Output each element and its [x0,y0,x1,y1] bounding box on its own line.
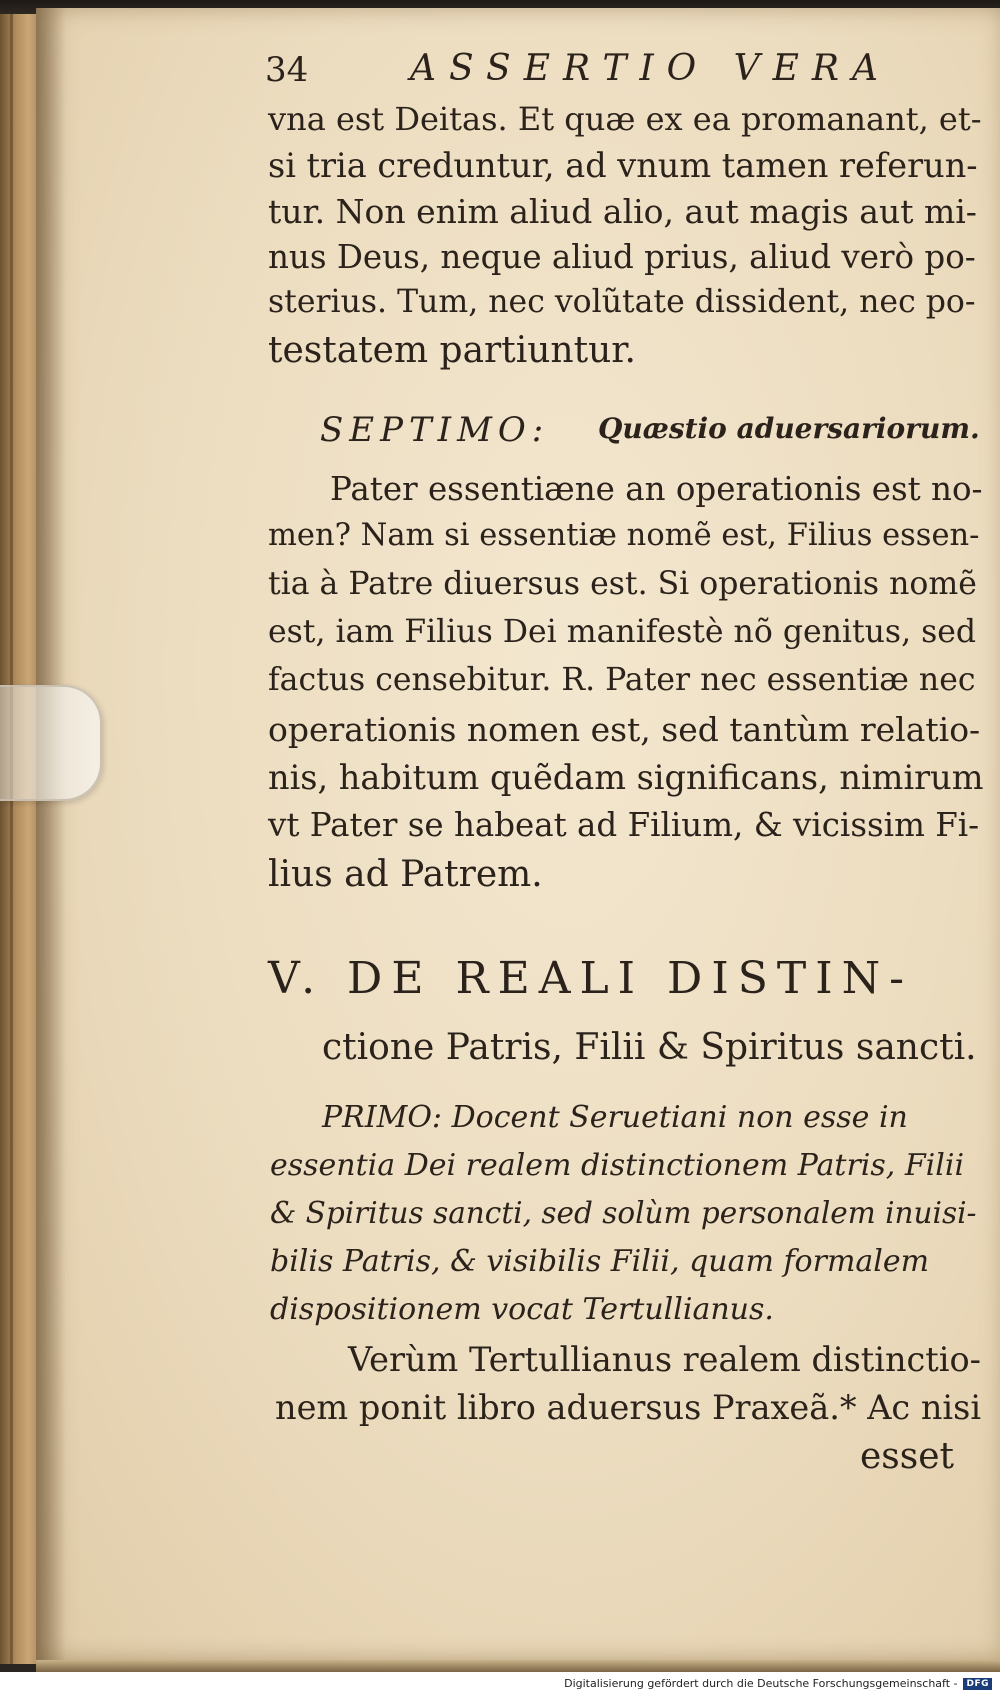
text-line: nem ponit libro aduersus Praxeã.* Ac nisi [275,1388,982,1427]
text-line: Pater essentiæne an operationis est no- [330,470,983,508]
page-bottom-edge [36,1660,1000,1672]
text-line: vt Pater se habeat ad Filium, & vicissim Fi- [268,806,980,844]
italic-line: PRIMO: Docent Seruetiani non esse in [322,1100,908,1135]
text-line: tia à Patre diuersus est. Si operationis nomẽ [268,566,977,602]
text-line: testatem partiuntur. [268,330,636,371]
footer-credit-text: Digitalisierung gefördert durch die Deutsche Forschungsgemeinschaft - [564,1677,958,1690]
text-line: men? Nam si essentiæ nomẽ est, Filius essen- [268,518,980,553]
text-line: est, iam Filius Dei manifestè nõ genitus, sed [268,614,977,650]
catchword: esset [860,1436,955,1477]
section-subheading: ctione Patris, Filii & Spiritus sancti. [322,1027,977,1068]
text-line: tur. Non enim aliud alio, aut magis aut mi- [268,192,977,231]
running-title: ASSERTIO VERA [410,48,892,89]
septimo-title: Quæstio aduersariorum. [598,412,980,445]
text-line: factus censebitur. R. Pater nec essentiæ nec [268,662,976,698]
text-line: si tria creduntur, ad vnum tamen referun- [268,146,978,185]
septimo-label: SEPTIMO: [320,410,550,450]
italic-line: dispositionem vocat Tertullianus. [270,1292,774,1327]
text-line: nis, habitum quẽdam significans, nimirum [268,758,984,797]
text-line: vna est Deitas. Et quæ ex ea promanant, et- [268,100,982,138]
text-line: Verùm Tertullianus realem distinctio- [348,1340,981,1379]
italic-line: & Spiritus sancti, sed solùm personalem inuisi- [270,1196,977,1230]
text-line: operationis nomen est, sed tantùm relatio- [268,710,981,749]
text-line: nus Deus, neque aliud prius, aliud verò po- [268,238,976,276]
footer-credit [564,1677,992,1690]
page-number: 34 [265,50,309,90]
italic-line: essentia Dei realem distinctionem Patris, Filii [270,1148,965,1183]
text-line: lius ad Patrem. [268,854,543,895]
text-line: sterius. Tum, nec volũtate dissident, nec po- [268,284,976,320]
section-heading: V. DE REALI DISTIN- [268,953,913,1004]
dfg-logo: DFG [963,1678,992,1690]
gutter-shadow [36,8,66,1668]
italic-line: bilis Patris, & visibilis Filii, quam formalem [270,1244,930,1279]
page-clip-tab [0,685,102,801]
